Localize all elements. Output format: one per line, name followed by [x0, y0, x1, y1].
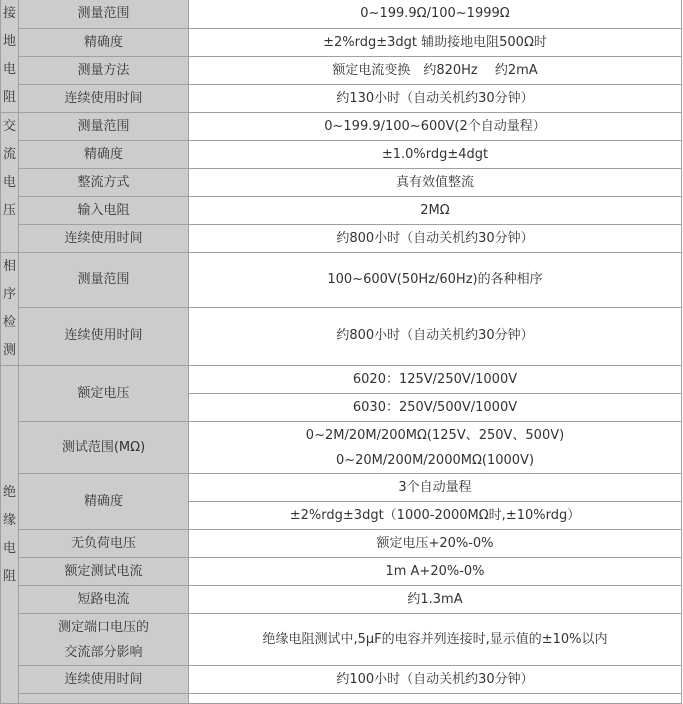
row-value: 绝缘电阻测试中,5μF的电容并列连接时,显示值的±10%以内 [189, 614, 682, 666]
row-value: ±1.0%rdg±4dgt [189, 141, 682, 169]
row-value: ±2%rdg±3dgt（1000-2000MΩ时,±10%rdg） [189, 502, 682, 530]
row-value: 约1.3mA [189, 586, 682, 614]
row-label: 输入电阻 [19, 197, 189, 225]
row-value: 额定电流变换 约820Hz 约2mA [189, 57, 682, 85]
table-row [1, 0, 682, 29]
row-label: 测试范围(MΩ) [19, 422, 189, 474]
table-row [1, 422, 682, 474]
row-value: 额定电压+20%-0% [189, 530, 682, 558]
table-row [1, 586, 682, 614]
table-row [1, 307, 682, 365]
row-value: 约130小时（自动关机约30分钟） [189, 85, 682, 113]
row-label: 额定测试电流 [19, 558, 189, 586]
row-value [189, 422, 682, 474]
table-row [1, 614, 682, 666]
row-value: 0~199.9Ω/100~1999Ω [189, 0, 682, 29]
table-row [1, 225, 682, 253]
row-label: 精确度 [19, 474, 189, 530]
row-label [19, 614, 189, 666]
row-label: 连续使用时间 [19, 225, 189, 253]
row-label: 测量范围 [19, 253, 189, 308]
table-row [1, 113, 682, 141]
row-value: 约800小时（自动关机约30分钟） [189, 307, 682, 365]
table-row [1, 253, 682, 308]
category-phase-sequence: 相序检测 [1, 253, 19, 366]
row-value-empty [189, 694, 682, 704]
table-row [1, 666, 682, 694]
row-value: 真有效值整流 [189, 169, 682, 197]
row-label: 额定电压 [19, 366, 189, 422]
row-label: 测量范围 [19, 0, 189, 29]
table-row [1, 366, 682, 394]
category-ground-resistance: 接地电阻 [1, 0, 19, 113]
table-row [1, 85, 682, 113]
label-line: 测定端口电压的 [57, 619, 149, 635]
table-row [1, 57, 682, 85]
label-line: 交流部分影响 [64, 644, 143, 660]
table-row-partial [1, 694, 682, 704]
row-value: 6020：125V/250V/1000V [189, 366, 682, 394]
table-row [1, 558, 682, 586]
row-label-empty [19, 694, 189, 704]
table-row [1, 169, 682, 197]
row-label: 无负荷电压 [19, 530, 189, 558]
table-row [1, 141, 682, 169]
row-value: 0~199.9/100~600V(2个自动量程） [189, 113, 682, 141]
table-row [1, 474, 682, 502]
row-value: 6030：250V/500V/1000V [189, 394, 682, 422]
row-label: 连续使用时间 [19, 307, 189, 365]
row-value: 2MΩ [189, 197, 682, 225]
row-value: 3个自动量程 [189, 474, 682, 502]
category-ac-voltage: 交流电压 [1, 113, 19, 253]
value-line: 0~2M/20M/200MΩ(125V、250V、500V) [305, 427, 565, 443]
table-row [1, 530, 682, 558]
table-row [1, 197, 682, 225]
category-insulation-resistance: 绝缘电阻 [1, 366, 19, 704]
row-label: 连续使用时间 [19, 85, 189, 113]
row-label: 测量范围 [19, 113, 189, 141]
row-label: 整流方式 [19, 169, 189, 197]
value-line: 0~20M/200M/2000MΩ(1000V) [335, 452, 535, 468]
row-value: 100~600V(50Hz/60Hz)的各种相序 [189, 253, 682, 308]
row-label: 精确度 [19, 141, 189, 169]
row-value: 约100小时（自动关机约30分钟） [189, 666, 682, 694]
row-label: 连续使用时间 [19, 666, 189, 694]
row-label: 测量方法 [19, 57, 189, 85]
row-value: 1m A+20%-0% [189, 558, 682, 586]
row-value: 约800小时（自动关机约30分钟） [189, 225, 682, 253]
row-value: ±2%rdg±3dgt 辅助接地电阻500Ω时 [189, 29, 682, 57]
table-row [1, 29, 682, 57]
row-label: 短路电流 [19, 586, 189, 614]
row-label: 精确度 [19, 29, 189, 57]
